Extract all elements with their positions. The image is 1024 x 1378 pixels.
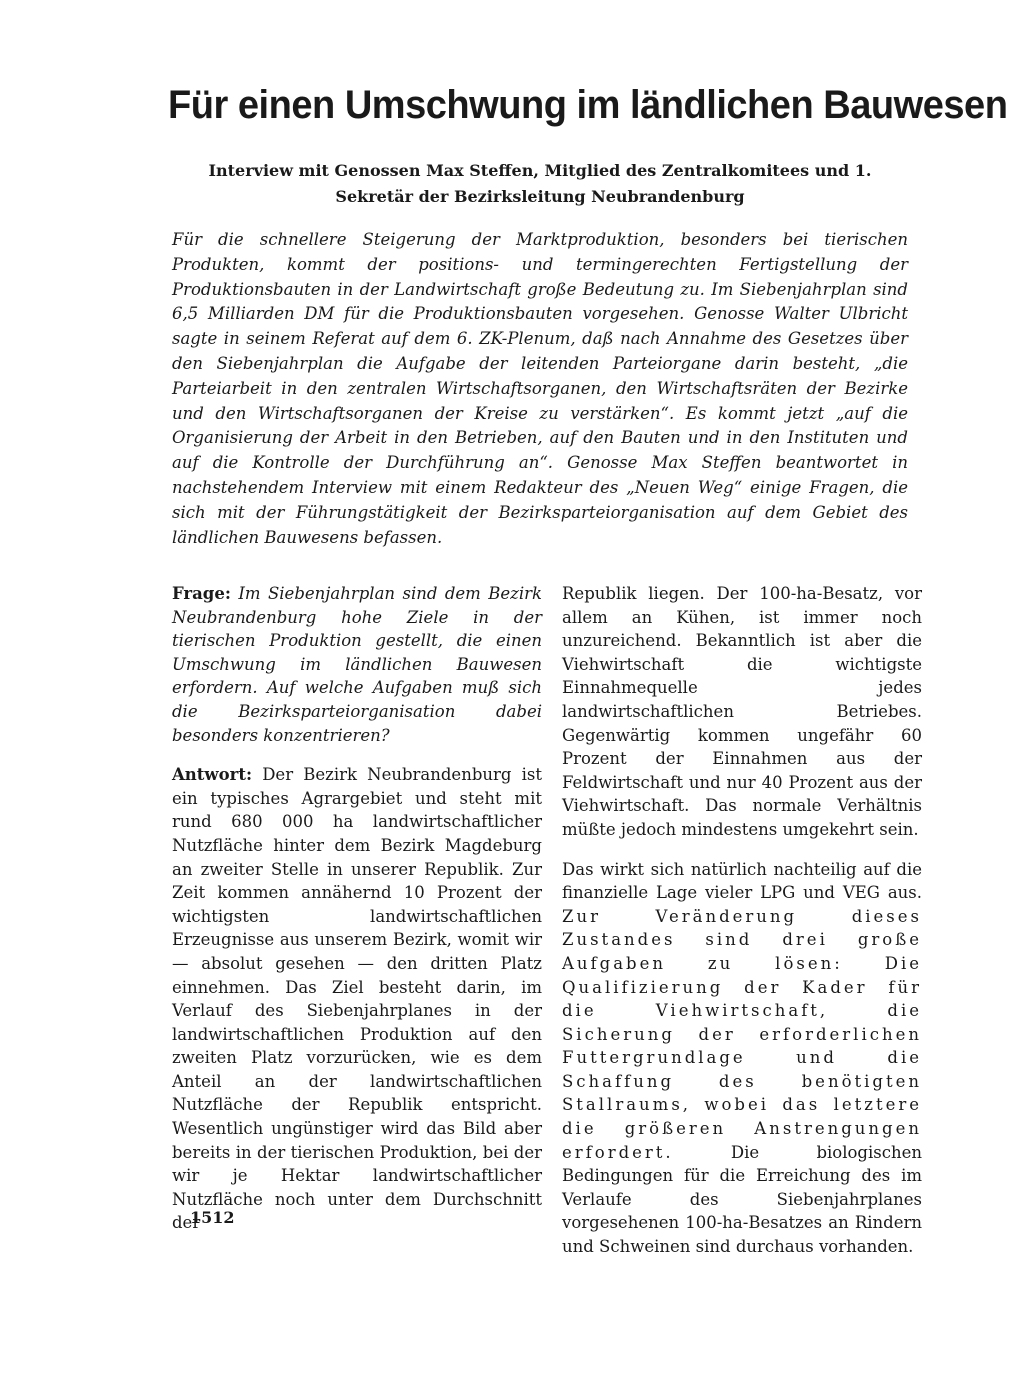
right-paragraph-2-start: Das wirkt sich natürlich nachteilig auf die finanzielle Lage vieler LPG und VEG aus. [562, 859, 922, 903]
left-column [172, 582, 542, 1235]
right-paragraph-2 [562, 858, 922, 1259]
right-paragraph-2-emphasis: Zur Veränderung dieses Zustandes sind drei große Aufgaben zu lösen: Die Qualifizierung der Kader für die Viehwirtschaft, die Sicherung der erforderlichen Futtergrundlage und die Schaffung des benötigten Stallraums, wobei das letztere die größeren Anstrengungen erfordert. [562, 906, 922, 1162]
article-title: Für einen Umschwung im ländlichen Bauwesen [168, 83, 1008, 127]
article-intro: Für die schnellere Steigerung der Marktproduktion, besonders bei tierischen Produkten, kommt der positions- und termingerechten Fertigstellung der Produktionsbauten in der Landwirtschaft große Bedeutung zu. Im Siebenjahrplan sind 6,5 Milliarden DM für die Produktionsbauten vorgesehen. Genosse Walter Ulbricht sagte in seinem Referat auf dem 6. ZK-Plenum, daß nach Annahme des Gesetzes über den Siebenjahrplan die Aufgabe der leitenden Parteiorgane darin besteht, „die Parteiarbeit in den zentralen Wirtschaftsorganen, den Wirtschaftsräten der Bezirke und den Wirtschaftsorganen der Kreise zu verstärken“. Es kommt jetzt „auf die Organisierung der Arbeit in den Betrieben, auf den Bauten und in den Instituten und auf die Kontrolle der Durchführung an“. Genosse Max Steffen beantwortet in nachstehendem Interview mit einem Redakteur des „Neuen Weg“ einige Fragen, die sich mit der Führungstätigkeit der Bezirksparteiorganisation auf dem Gebiet des ländlichen Bauwesens befassen. [172, 230, 908, 547]
answer-label: Antwort: [172, 765, 253, 785]
answer-text: Der Bezirk Neubrandenburg ist ein typisches Agrargebiet und steht mit rund 680 000 ha landwirtschaftlicher Nutzfläche hinter dem Bezirk Magdeburg an zweiter Stelle in unserer Republik. Zur Zeit kommen annähernd 10 Prozent der wichtigsten landwirtschaftlichen Erzeugnisse aus unserem Bezirk, womit wir — absolut gesehen — den dritten Platz einnehmen. Das Ziel besteht darin, im Verlauf des Siebenjahrplanes in der landwirtschaftlichen Produktion auf den zweiten Platz vorzurücken, wie es dem Anteil an der landwirtschaftlichen Nutzfläche der Republik entspricht. Wesentlich ungünstiger wird das Bild aber bereits in der tierischen Produktion, bei der wir je Hektar landwirtschaftlicher Nutzfläche noch unter dem Durchschnitt der [172, 765, 542, 1233]
right-column [562, 582, 922, 1259]
page-number: 1512 [190, 1208, 235, 1227]
question-label: Frage: [172, 584, 231, 603]
question-text: Im Siebenjahrplan sind dem Bezirk Neubrandenburg hohe Ziele in der tierischen Produktion gestellt, die einen Umschwung im ländlichen Bauwesen erfordern. Auf welche Aufgaben muß sich die Bezirksparteiorganisation dabei besonders konzentrieren? [172, 584, 542, 745]
right-paragraph-1: Republik liegen. Der 100-ha-Besatz, vor allem an Kühen, ist immer noch unzureichend. Bekanntlich ist aber die Viehwirtschaft die wichtigste Einnahmequelle jedes landwirtschaftlichen Betriebes. Gegenwärtig kommen ungefähr 60 Prozent der Einnahmen aus der Feldwirtschaft und nur 40 Prozent aus der Viehwirtschaft. Das normale Verhältnis müßte jedoch mindestens umgekehrt sein. [562, 584, 922, 839]
question-paragraph [172, 582, 542, 747]
article-subtitle: Interview mit Genossen Max Steffen, Mitglied des Zentralkomitees und 1. Sekretär der Bezirksleitung Neubrandenburg [208, 161, 872, 206]
answer-paragraph [172, 763, 542, 1235]
right-paragraph-2-end: Die biologischen Bedingungen für die Erreichung des im Verlaufe des Siebenjahrplanes vorgesehenen 100-ha-Besatzes an Rindern und Schweinen sind durchaus vorhanden. [562, 1142, 922, 1257]
